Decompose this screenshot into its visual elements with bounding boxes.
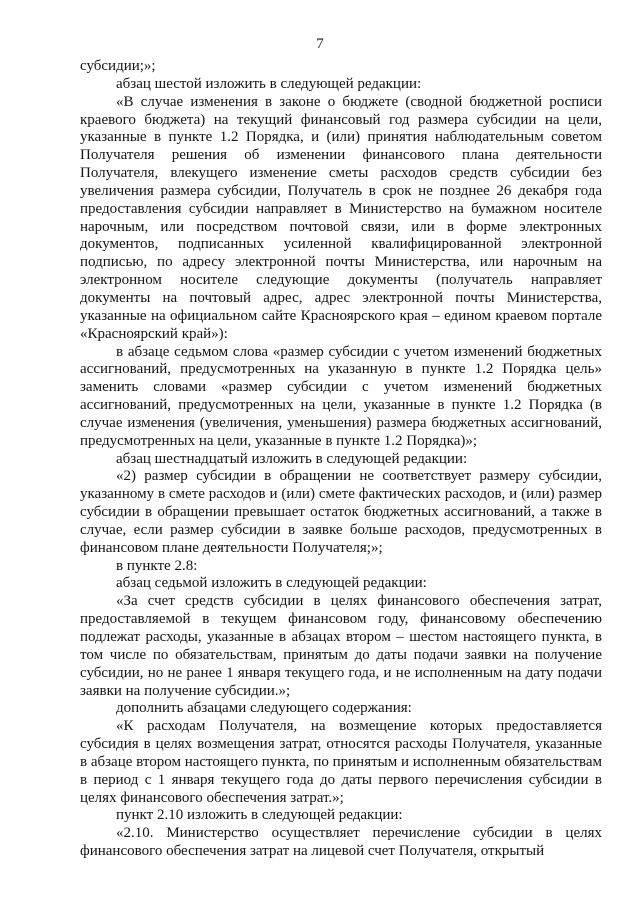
paragraph-10: дополнить абзацами следующего содержания: [116, 700, 412, 717]
paragraph-2: абзац шестой изложить в следующей редакции: [116, 75, 422, 92]
paragraph-8: абзац седьмой изложить в следующей редакции: [116, 575, 427, 592]
paragraph-4: в абзаце седьмом слова «размер субсидии с учетом изменений бюджетных ассигнований, предусмотренных на указанную в пункте 1.2 Порядка цель» заменить словами «размер субсидии с учетом изменений бюджетных ассигнований, предусмотренных на цели, указанные в пункте 1.2 Порядка (в случае изменения (увеличения, уменьшения) размера бюджетных ассигнований, предусмотренных на цели, указанные в пункте 1.2 Порядка)»; [80, 343, 602, 449]
paragraph-12: пункт 2.10 изложить в следующей редакции: [116, 807, 403, 824]
page-number: 7 [316, 36, 324, 52]
paragraph-11: «К расходам Получателя, на возмещение которых предоставляется субсидия в целях возмещения затрат, относятся расходы Получателя, указанные в абзаце втором настоящего пункта, по принятым и исполненным обязательствам в период с 1 января текущего года до даты первого перечисления субсидии в целях финансового обеспечения затрат.»; [80, 718, 602, 806]
paragraph-3: «В случае изменения в законе о бюджете (сводной бюджетной росписи краевого бюджета) на текущий финансовый год размера субсидии на цели, указанные в пункте 1.2 Порядка, и (или) принятия наблюдательным советом Получателя решения об изменении финансового плана деятельности Получателя, влекущего изменение сметы расходов средств субсидии без увеличения размера субсидии, Получатель в срок не позднее 26 декабря года предоставления субсидии направляет в Министерство на бумажном носителе нарочным, или посредством почтовой связи, или в форме электронных документов, подписанных усиленной квалифицированной электронной подписью, по адресу электронной почты Министерства, или нарочным на электронном носителе следующие документы (получатель направляет документы на почтовый адрес, адрес электронной почты Министерства, указанные на официальном сайте Красноярского края – едином краевом портале «Красноярский край»): [80, 93, 602, 342]
paragraph-6: «2) размер субсидии в обращении не соответствует размеру субсидии, указанному в смете расходов и (или) смете фактических расходов, и (или) размер субсидии в обращении превышает остаток бюджетных ассигнований, а также в случае, если размер субсидии в заявке больше расходов, предусмотренных в финансовом плане деятельности Получателя;»; [80, 468, 602, 556]
paragraph-7: в пункте 2.8: [116, 557, 198, 574]
paragraph-1: субсидии;»; [80, 58, 156, 74]
paragraph-9: «За счет средств субсидии в целях финансового обеспечения затрат, предоставляемой в текущем финансовом году, финансовому обеспечению подлежат расходы, указанные в абзацах втором – шестом настоящего пункта, в том числе по обязательствам, принятым до даты подачи заявки на получение субсидии, но не ранее 1 января текущего года, и не исполненным на дату подачи заявки на получение субсидии.»; [80, 593, 602, 699]
paragraph-5: абзац шестнадцатый изложить в следующей редакции: [116, 450, 468, 467]
paragraph-13: «2.10. Министерство осуществляет перечисление субсидии в целях финансового обеспечения затрат на лицевой счет Получателя, открытый [80, 825, 602, 860]
document-body [80, 58, 602, 861]
